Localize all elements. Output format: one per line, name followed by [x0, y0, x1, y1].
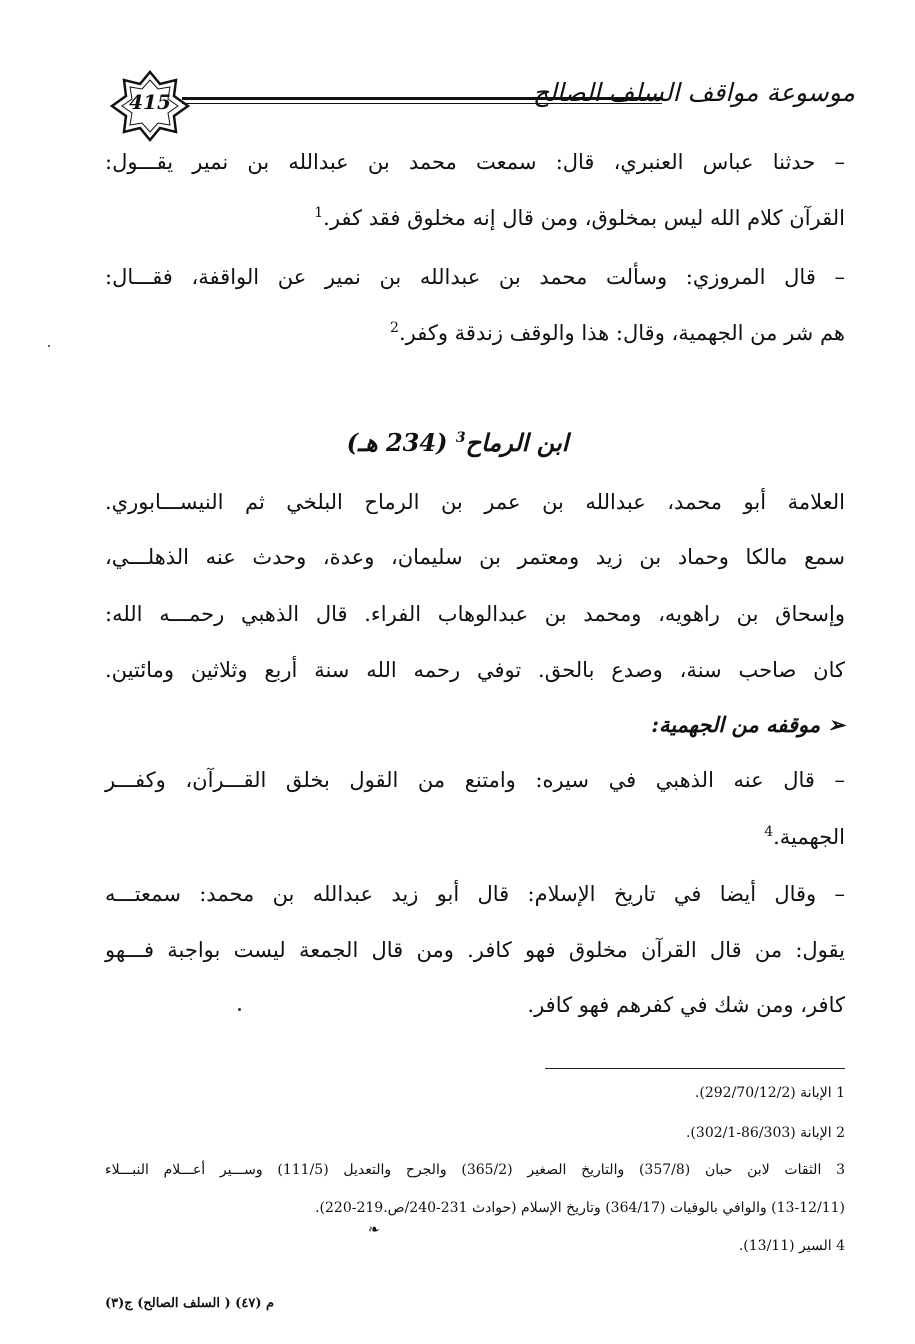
- section-title-name: ابن الرماح: [465, 428, 569, 457]
- speck-mark: [48, 345, 50, 347]
- footnote-separator: [545, 1068, 845, 1069]
- paragraph-1-text: القرآن كلام الله ليس بمخلوق، ومن قال إنه مخلوق فقد كفر.: [323, 206, 845, 230]
- footnote-ref-3: 3: [455, 430, 466, 446]
- subheading-text: موقفه من الجهمية:: [651, 712, 821, 737]
- series-title: موسوعة مواقف السلف الصالح: [532, 78, 855, 107]
- footnote-ref-1: 1: [314, 205, 324, 221]
- paragraph-2-line-1: – قال المروزي: وسألت محمد بن عبدالله بن نمير عن الواقفة، فقـــال:: [105, 265, 845, 289]
- arrow-marker-icon: ➢: [827, 712, 845, 737]
- page-number: 415: [129, 90, 171, 114]
- paragraph-3-line-2: [764, 824, 845, 849]
- bio-line-3: وإسحاق بن راهويه، ومحمد بن عبدالوهاب الفراء. قال الذهبي رحمـــه الله:: [105, 602, 845, 626]
- paragraph-1-line-1: – حدثنا عباس العنبري، قال: سمعت محمد بن عبدالله بن نمير يقـــول:: [105, 150, 845, 174]
- printer-signature: م (٤٧) ( السلف الصالح) ج(٣): [105, 1296, 275, 1311]
- footnote-3-line-2: (13-12/11) والوافي بالوفيات (364/17) وتاريخ الإسلام (حوادث 231-240/ص.219-220).: [315, 1200, 845, 1216]
- footnote-3-line-1: 3 الثقات لابن حبان (357/8) والتاريخ الصغير (365/2) والجرح والتعديل (111/5) وســـير أعـــلام النبـــلاء: [105, 1162, 845, 1178]
- bio-line-2: سمع مالكا وحماد بن زيد ومعتمر بن سليمان، وعدة، وحدث عنه الذهلـــي،: [105, 545, 845, 569]
- paragraph-2-line-2: [390, 320, 845, 345]
- footnote-2: 2 الإبانة (86/303-302/1).: [685, 1125, 845, 1141]
- footnote-4: 4 السير (13/11).: [738, 1238, 845, 1254]
- paragraph-3-line-1: – قال عنه الذهبي في سيره: وامتنع من القول بخلق القـــرآن، وكفـــر: [105, 768, 845, 792]
- section-title-date: (234 هـ): [346, 428, 448, 457]
- speck-mark: [238, 1008, 241, 1011]
- footnote-1: 1 الإبانة (292/70/12/2).: [694, 1085, 845, 1101]
- footnote-ref-4: 4: [764, 824, 774, 840]
- paragraph-3-text: الجهمية.: [773, 825, 845, 849]
- page-number-badge: [110, 70, 190, 142]
- page-header: [100, 70, 855, 130]
- paragraph-4-line-1: – وقال أيضا في تاريخ الإسلام: قال أبو زيد عبدالله بن محمد: سمعتـــه: [105, 882, 845, 906]
- paragraph-1-line-2: [314, 205, 845, 230]
- ornament-icon: ❧: [368, 1222, 380, 1238]
- paragraph-2-text: هم شر من الجهمية، وقال: هذا والوقف زندقة وكفر.: [398, 321, 845, 345]
- paragraph-4-line-3: كافر، ومن شك في كفرهم فهو كافر.: [527, 993, 845, 1017]
- subheading: [651, 712, 845, 737]
- bio-line-4: كان صاحب سنة، وصدع بالحق. توفي رحمه الله سنة أربع وثلاثين ومائتين.: [105, 658, 845, 682]
- footnote-ref-2: 2: [390, 320, 399, 336]
- bio-line-1: العلامة أبو محمد، عبدالله بن عمر بن الرماح البلخي ثم النيســـابوري.: [105, 490, 845, 514]
- section-title: [0, 428, 915, 457]
- paragraph-4-line-2: يقول: من قال القرآن مخلوق فهو كافر. ومن قال الجمعة ليست بواجبة فـــهو: [105, 938, 845, 962]
